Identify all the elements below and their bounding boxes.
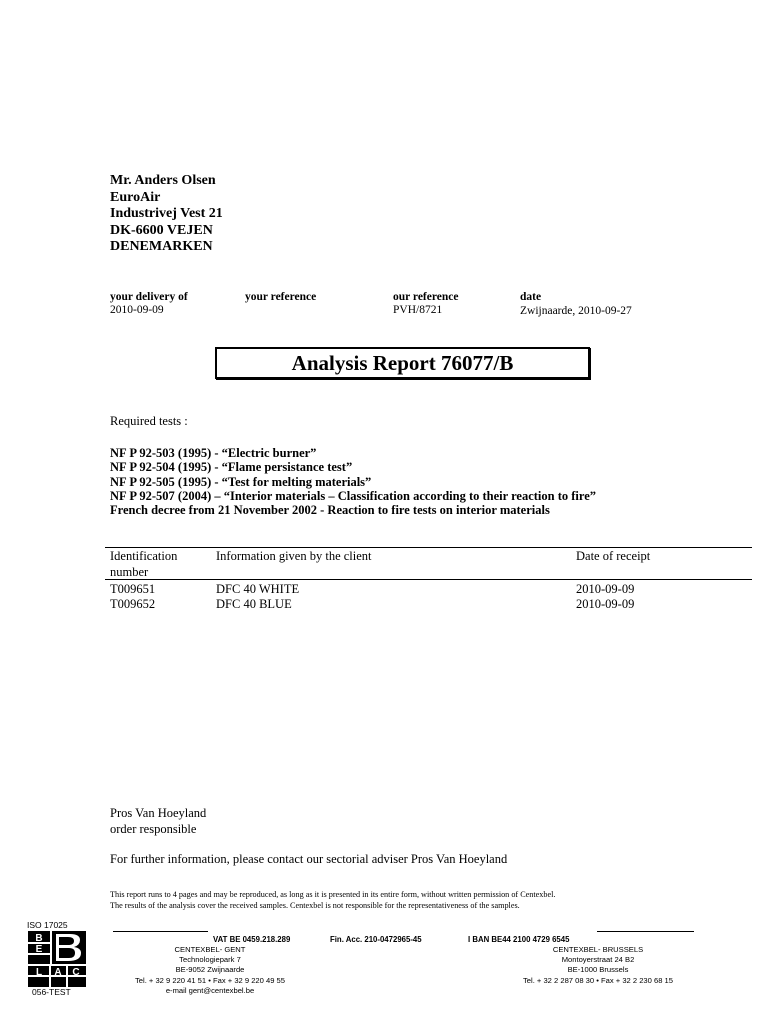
footer-brussels-phone: Tel. + 32 2 287 08 30 • Fax + 32 2 230 68 15 — [522, 975, 673, 985]
test-item: NF P 92-507 (2004) – “Interior materials – Classification according to their reaction to fire” — [110, 488, 597, 503]
tests-list — [110, 446, 596, 517]
table-top-rule — [105, 547, 752, 548]
our-reference-label: our reference — [393, 291, 459, 303]
logo-letter-b: B — [35, 933, 43, 944]
recipient-city: DK-6600 VEJEN — [110, 222, 213, 238]
footer-brussels-city: BE-1000 Brussels — [567, 965, 629, 975]
contact-text: For further information, please contact our sectorial adviser Pros Van Hoeyland — [110, 852, 508, 866]
table-cell-date: 2010-09-09 — [576, 582, 635, 596]
recipient-country: DENEMARKEN — [110, 239, 213, 254]
table-cell-date: 2010-09-09 — [576, 597, 635, 611]
footer-fin-account: Fin. Acc. 210-0472965-45 — [330, 935, 422, 944]
table-header-date: Date of receipt — [576, 549, 651, 563]
table-header-id — [110, 549, 177, 580]
required-tests-label: Required tests : — [110, 414, 188, 428]
logo-iso-text: ISO 17025 — [27, 920, 68, 930]
report-title-box — [215, 347, 590, 379]
recipient-name: Mr. Anders Olsen — [110, 173, 216, 188]
footer-gent-phone: Tel. + 32 9 220 41 51 • Fax + 32 9 220 49 55 — [134, 975, 285, 985]
date-value: Zwijnaarde, 2010-09-27 — [520, 305, 632, 317]
our-reference-value: PVH/8721 — [393, 304, 443, 316]
disclaimer-line1: This report runs to 4 pages and may be reproduced, as long as it is presented in its entire form, without written permission of Centexbel. — [110, 890, 556, 899]
report-title: Analysis Report 76077/B — [291, 350, 514, 375]
footer-gent-email: e-mail gent@centexbel.be — [165, 985, 255, 995]
footer-gent-name: CENTEXBEL- GENT — [174, 945, 246, 954]
table-header-info: Information given by the client — [216, 549, 372, 563]
test-item: French decree from 21 November 2002 - Reaction to fire tests on interior materials — [110, 503, 550, 518]
table-cell-id: T009652 — [110, 597, 156, 611]
date-label: date — [520, 291, 542, 303]
footer-iban: I BAN BE44 2100 4729 6545 — [468, 935, 570, 944]
footer-rule-right — [597, 931, 694, 932]
footer-brussels-street: Montoyerstraat 24 B2 — [561, 955, 635, 965]
footer-vat: VAT BE 0459.218.289 — [213, 935, 291, 944]
test-item: NF P 92-503 (1995) - “Electric burner” — [110, 446, 317, 460]
footer-gent-street: Technologiepark 7 — [179, 955, 241, 965]
logo-letter-c: C — [72, 967, 80, 978]
signatory — [110, 806, 206, 837]
test-item: NF P 92-505 (1995) - “Test for melting materials” — [110, 474, 372, 489]
belac-logo — [28, 931, 86, 987]
delivery-label: your delivery of — [110, 291, 188, 303]
logo-letter-e: E — [35, 944, 43, 955]
table-header-id-line2: number — [110, 564, 149, 579]
footer-gent-city: BE-9052 Zwijnaarde — [175, 965, 245, 975]
footer-gent — [98, 945, 322, 996]
recipient-company: EuroAir — [110, 189, 161, 205]
table-header-id-line1: Identification — [110, 549, 178, 563]
logo-test-text: 056-TEST — [32, 987, 71, 997]
footer-brussels-name: CENTEXBEL- BRUSSELS — [552, 945, 644, 954]
table-cell-info: DFC 40 BLUE — [216, 597, 292, 611]
delivery-value: 2010-09-09 — [110, 304, 164, 316]
signatory-role: order responsible — [110, 821, 197, 836]
table-cell-id: T009651 — [110, 582, 156, 596]
recipient-address — [110, 173, 223, 256]
disclaimer-line2: The results of the analysis cover the received samples. Centexbel is not responsible for the representativeness of the samples. — [110, 901, 520, 910]
recipient-street: Industrivej Vest 21 — [110, 206, 223, 221]
footer-brussels — [488, 945, 708, 986]
your-reference-label: your reference — [245, 291, 317, 303]
disclaimer — [110, 889, 555, 911]
test-item: NF P 92-504 (1995) - “Flame persistance test” — [110, 460, 353, 475]
logo-letter-a: A — [54, 967, 62, 978]
table-header-rule — [105, 579, 752, 580]
table-cell-info: DFC 40 WHITE — [216, 582, 300, 596]
footer-rule-left — [113, 931, 208, 932]
signatory-name: Pros Van Hoeyland — [110, 806, 207, 820]
logo-letter-l: L — [35, 967, 43, 978]
